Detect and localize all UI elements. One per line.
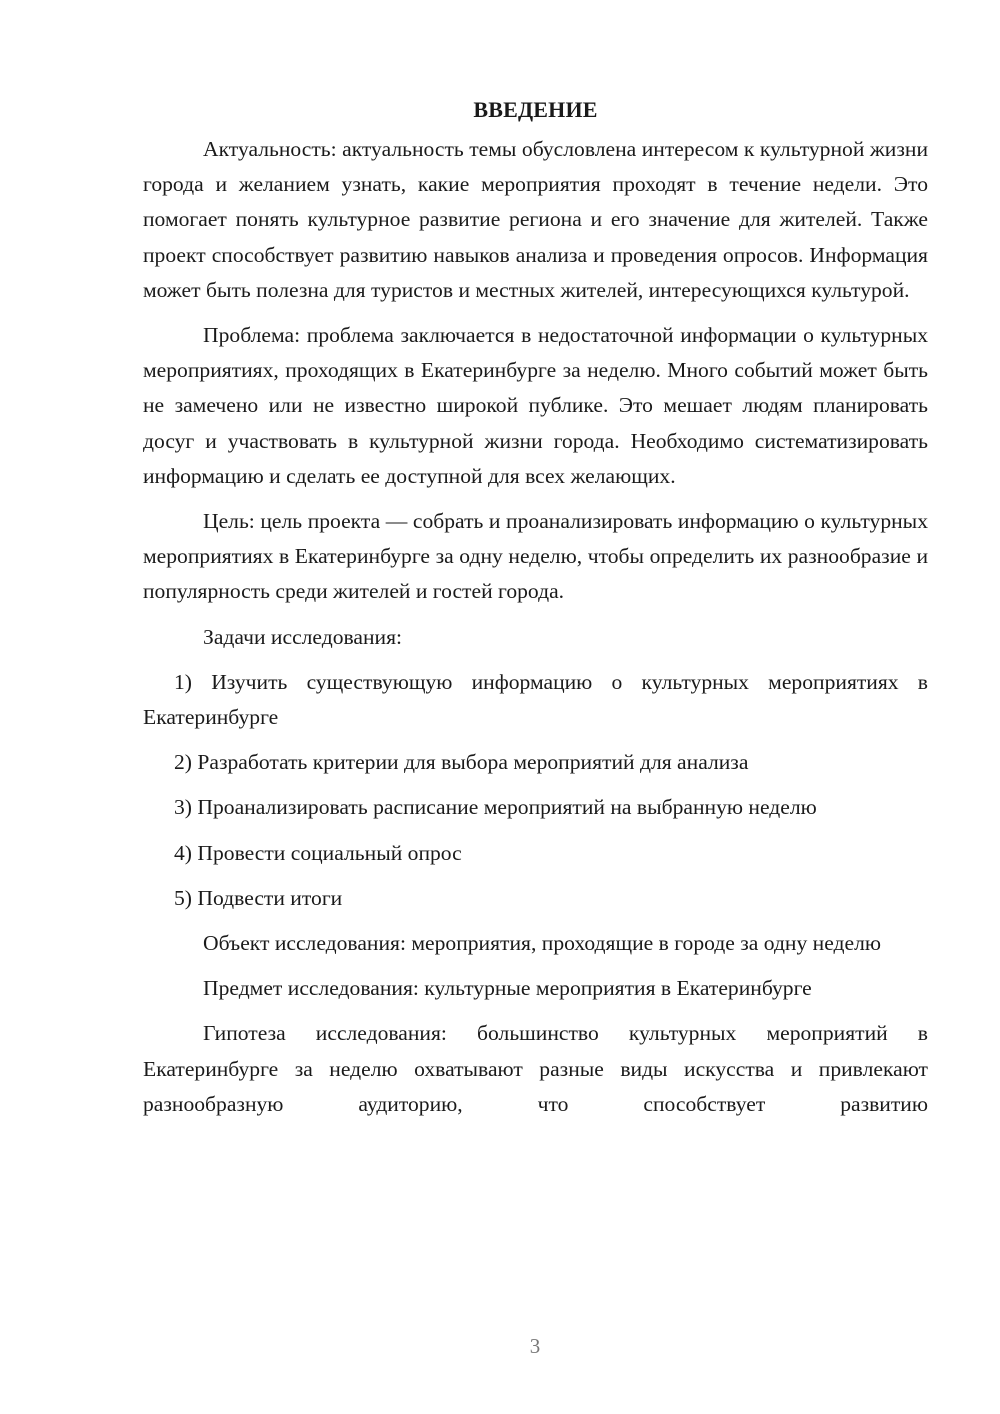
page-title: ВВЕДЕНИЕ xyxy=(473,97,598,122)
task-item-1: 1) Изучить существующую информацию о культурных мероприятиях в Екатеринбурге xyxy=(143,669,928,730)
page-content xyxy=(143,92,928,1122)
task-item-5: 5) Подвести итоги xyxy=(174,885,343,910)
paragraph-object: Объект исследования: мероприятия, проходящие в городе за одну неделю xyxy=(203,931,882,956)
task-item-2: 2) Разработать критерии для выбора мероприятий для анализа xyxy=(174,750,749,775)
tasks-heading: Задачи исследования: xyxy=(203,624,403,649)
page-number: 3 xyxy=(529,1334,541,1358)
task-item-4: 4) Провести социальный опрос xyxy=(174,840,462,865)
paragraph-goal: Цель: цель проекта — собрать и проанализировать информацию о культурных мероприятиях в Екатеринбурге за одну неделю, чтобы определить их разнообразие и популярность среди жителей и гостей города. xyxy=(143,509,928,604)
paragraph-hypothesis: Гипотеза исследования: большинство культурных мероприятий в Екатеринбурге за неделю охватывают разные виды искусства и привлекают разнообразную аудиторию, что способствует развитию xyxy=(143,1021,928,1116)
task-item-3: 3) Проанализировать расписание мероприятий на выбранную неделю xyxy=(174,795,817,820)
paragraph-problem: Проблема: проблема заключается в недостаточной информации о культурных мероприятиях, проходящих в Екатеринбурге за неделю. Много событий может быть не замечено или не известно широкой публике. Это мешает людям планировать досуг и участвовать в культурной жизни города. Необходимо систематизировать информацию и сделать ее доступной для всех желающих. xyxy=(143,323,928,488)
paragraph-relevance: Актуальность: актуальность темы обусловлена интересом к культурной жизни города и желанием узнать, какие мероприятия проходят в течение недели. Это помогает понять культурное развитие региона и его значение для жителей. Также проект способствует развитию навыков анализа и проведения опросов. Информация может быть полезна для туристов и местных жителей, интересующихся культурой. xyxy=(143,137,928,302)
paragraph-subject: Предмет исследования: культурные мероприятия в Екатеринбурге xyxy=(203,976,812,1001)
